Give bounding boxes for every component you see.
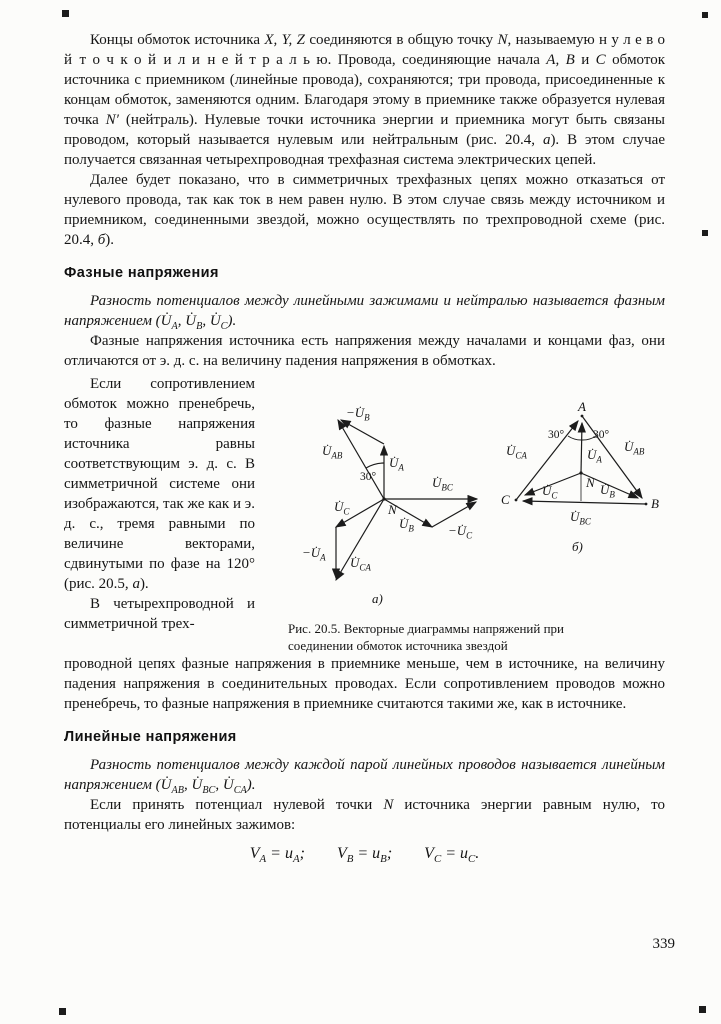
figure-caption: Рис. 20.5. Векторные диаграммы напряжений при соединении обмоток источника звездой xyxy=(288,621,565,653)
vector-diagram-triangle xyxy=(494,396,662,566)
label-u-ab: $U̇_{AB}$ xyxy=(624,439,645,457)
paragraph-three-wire-scheme: Далее будет показано, что в симметричных трехфазных цепях можно отказаться от нулевого провода, так как ток в нем равен нулю. В этом случае связь между источником и приемником, соединенными звездой, можно осуществлять по трехпроводной схеме (рис. 20.4, б). xyxy=(64,172,665,248)
paragraph-neutral-point: Концы обмоток источника X, Y, Z соединяются в общую точку N, называемую н у л е в о й т о ч к о й и л и н е й т р а л ь ю. Провода, соединяющие начала A, B и C обмоток источника с приемником (линейные провода), сохраняются; три провода, присоединенные к концам обмоток, заменяются одним. Благодаря этому в приемнике также образуется нулевая точка N′ (нейтраль). Нулевые точки источника энергии и приемника могут быть связаны проводом, который называется нулевым или нейтральным (рис. 20.4, а). В этом случае получается связанная четырехпроводная трехфазная система электрических цепей. xyxy=(64,32,666,168)
star-diagram-svg xyxy=(272,374,494,612)
label-vertex-c: C xyxy=(501,492,510,507)
label-u-a: $U̇_A$ xyxy=(389,455,404,473)
heading-phase-voltages: Фазные напряжения xyxy=(64,265,219,281)
definition-line-voltage: Разность потенциалов между каждой парой линейных проводов называется линейным напряжением ($U̇_{AB}$, $U̇_{BC}$, $U̇_{CA}$). xyxy=(64,757,665,796)
label-diagram-a: а) xyxy=(372,591,383,606)
label-u-bc: $U̇_{BC}$ xyxy=(432,475,453,493)
scan-mark xyxy=(702,230,708,236)
paragraph-four-wire-continued: проводной цепях фазные напряжения в приемнике меньше, чем в источнике, на величину падения напряжения в соединительных проводах. Если сопротивлением проводов можно пренебречь, то фазные напряжения в приемнике считаются такими же, как в источнике. xyxy=(64,656,665,712)
label-u-ab: $U̇_{AB}$ xyxy=(322,443,343,461)
label-u-ca: $U̇_{CA}$ xyxy=(350,555,371,573)
label-minus-u-c: $-U̇_C$ xyxy=(448,523,473,541)
scan-mark xyxy=(699,1006,706,1013)
label-diagram-b: б) xyxy=(572,539,583,554)
label-angle-30-left: 30° xyxy=(548,429,565,441)
paragraph-four-wire-start: В четырехпроводной и симметричной трех- xyxy=(64,596,255,632)
vector-diagram-star xyxy=(272,374,494,612)
scan-mark xyxy=(59,1008,66,1015)
label-u-c: $U̇_C$ xyxy=(542,483,558,501)
label-point-n: N xyxy=(388,502,397,517)
label-u-c: $U̇_C$ xyxy=(334,499,350,517)
label-u-a: $U̇_A$ xyxy=(587,447,602,465)
formula-terminal-potentials: $V_A = u_A$; $V_B = u_B$; $V_C = u_C$. xyxy=(249,845,480,866)
label-u-bc: $U̇_{BC}$ xyxy=(570,509,591,527)
paragraph-terminal-potentials: Если принять потенциал нулевой точки N источника энергии равным нулю, то потенциалы его линейных зажимов: xyxy=(64,797,665,833)
paragraph-phase-voltages-source: Фазные напряжения источника есть напряжения между началами и концами фаз, они отличаются от э. д. с. на величину падения напряжения в обмотках. xyxy=(64,333,665,369)
label-vertex-b: B xyxy=(651,496,659,511)
label-minus-u-b: $-U̇_B$ xyxy=(346,405,370,423)
figure-text-wrap-row xyxy=(64,374,665,654)
definition-phase-voltage: Разность потенциалов между линейными зажимами и нейтралью называется фазным напряжением ($U̇_A$, $U̇_B$, $U̇_C$). xyxy=(64,293,665,332)
label-u-ca: $U̇_{CA}$ xyxy=(506,443,527,461)
label-angle-30-right: 30° xyxy=(593,429,610,441)
vector-diagrams xyxy=(272,374,665,612)
label-u-b: $U̇_B$ xyxy=(600,482,615,500)
label-point-n: N xyxy=(586,475,595,490)
page-number: 339 xyxy=(652,936,675,952)
scan-mark xyxy=(702,12,708,18)
figure-20-5 xyxy=(264,374,665,654)
heading-line-voltages: Линейные напряжения xyxy=(64,729,237,745)
label-minus-u-a: $-U̇_A$ xyxy=(302,545,326,563)
paragraph-neglect-winding-resistance: Если сопротивлением обмоток можно пренебречь, то фазные напряжения источника равны соответствующим э. д. с. В симметричной системе они изображаются, так же как и э. д. с., тремя равными по величине векторами, сдвинутыми по фазе на 120° (рис. 20.5, а). xyxy=(64,376,255,592)
scan-mark xyxy=(62,10,69,17)
label-u-b: $U̇_B$ xyxy=(399,516,414,534)
label-angle-30: 30° xyxy=(360,471,377,483)
left-text-column xyxy=(64,374,264,654)
label-vertex-a: A xyxy=(578,399,586,414)
